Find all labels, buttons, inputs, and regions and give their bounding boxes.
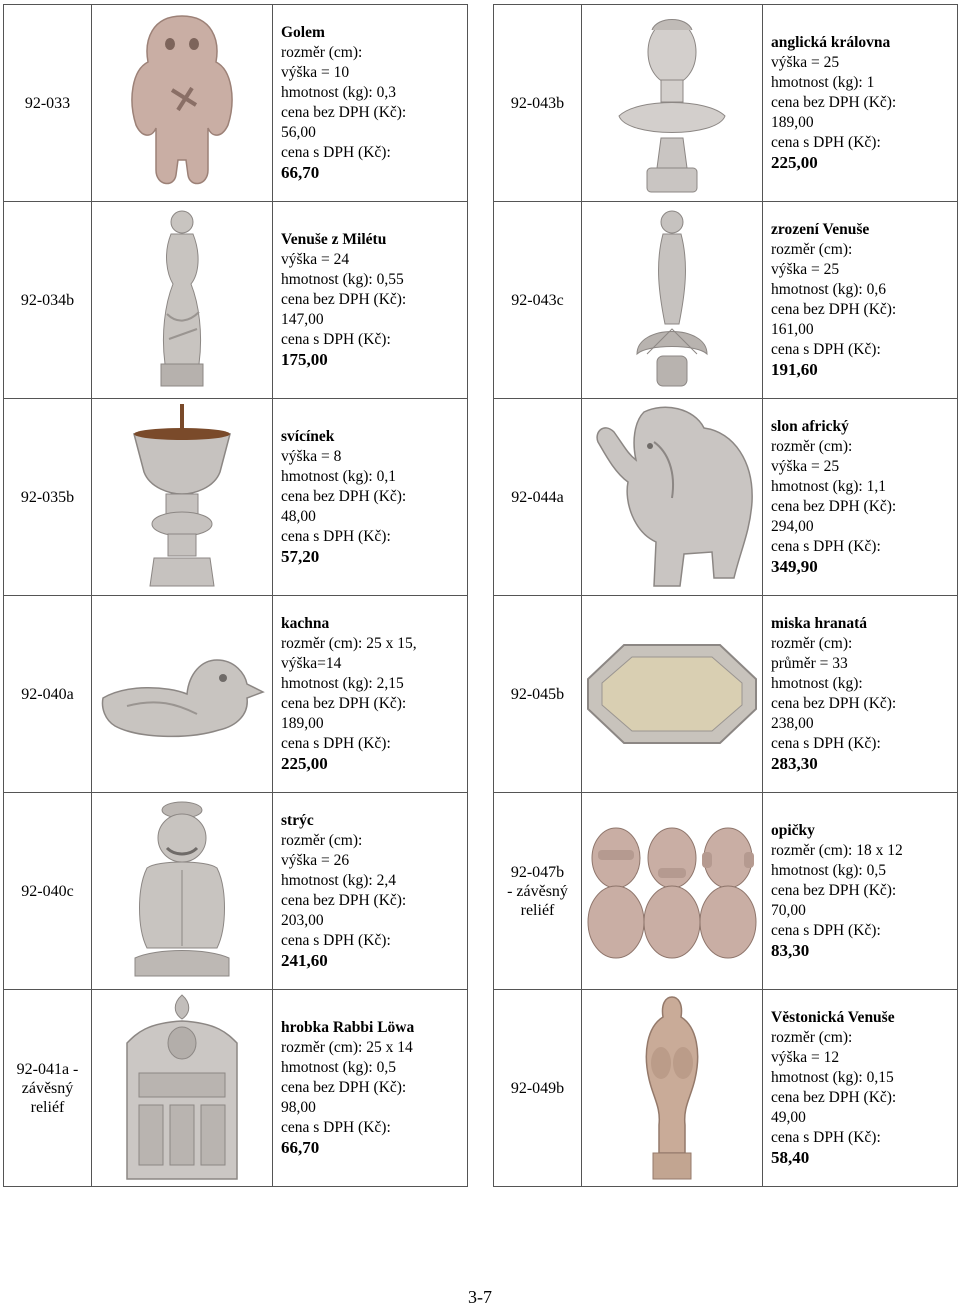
product-row: [4, 202, 468, 399]
product-image: [92, 793, 273, 990]
detail-line: rozměr (cm):: [771, 241, 853, 258]
product-code: 92-041a - závěsný reliéf: [4, 990, 92, 1187]
candle-holder-icon: [122, 402, 242, 592]
product-row: [494, 5, 958, 202]
golem-statue-icon: [122, 10, 242, 196]
detail-line: průměr = 33: [771, 655, 848, 672]
detail-line: výška = 25: [771, 458, 840, 475]
venus-de-milo-statue-icon: [127, 204, 237, 396]
detail-line: cena s DPH (Kč):: [771, 735, 881, 752]
product-row: [4, 5, 468, 202]
detail-line: výška=14: [281, 655, 342, 672]
detail-line: cena s DPH (Kč):: [281, 1119, 391, 1136]
detail-line: cena s DPH (Kč):: [281, 331, 391, 348]
detail-line: cena s DPH (Kč):: [771, 538, 881, 555]
product-name: Golem: [281, 24, 325, 41]
price-with-vat: 225,00: [771, 153, 818, 172]
product-row: [494, 202, 958, 399]
detail-line: rozměr (cm): 25 x 14: [281, 1039, 413, 1056]
detail-line: cena bez DPH (Kč):: [281, 695, 407, 712]
queen-bust-icon: [607, 8, 737, 198]
price-with-vat: 66,70: [281, 1138, 320, 1157]
detail-line: hmotnost (kg): 2,15: [281, 675, 404, 692]
product-details: [273, 399, 468, 596]
detail-line: 189,00: [281, 715, 324, 732]
octagonal-bowl-icon: [584, 639, 760, 749]
product-code: 92-043b: [494, 5, 582, 202]
product-code: 92-040c: [4, 793, 92, 990]
product-row: [4, 399, 468, 596]
detail-line: 147,00: [281, 311, 324, 328]
product-name: miska hranatá: [771, 615, 868, 632]
product-details: [763, 399, 958, 596]
product-name: anglická královna: [771, 34, 891, 51]
detail-line: výška = 26: [281, 852, 350, 869]
detail-line: cena s DPH (Kč):: [281, 528, 391, 545]
price-with-vat: 58,40: [771, 1148, 810, 1167]
price-with-vat: 241,60: [281, 951, 328, 970]
detail-line: cena s DPH (Kč):: [771, 1129, 881, 1146]
detail-line: výška = 25: [771, 54, 840, 71]
detail-line: 189,00: [771, 114, 814, 131]
duck-statue-icon: [97, 634, 267, 754]
product-code: 92-035b: [4, 399, 92, 596]
catalog-table-right: [493, 4, 958, 1187]
page-number: 3-7: [468, 1287, 492, 1307]
detail-line: hmotnost (kg): 0,15: [771, 1069, 894, 1086]
detail-line: 70,00: [771, 902, 806, 919]
detail-line: hmotnost (kg): 1: [771, 74, 875, 91]
product-row: [494, 596, 958, 793]
product-row: [4, 990, 468, 1187]
detail-line: cena bez DPH (Kč):: [771, 498, 897, 515]
product-image: [92, 596, 273, 793]
product-code: 92-040a: [4, 596, 92, 793]
detail-line: výška = 8: [281, 448, 342, 465]
product-details: [763, 202, 958, 399]
detail-line: cena s DPH (Kč):: [771, 341, 881, 358]
detail-line: hmotnost (kg): 2,4: [281, 872, 396, 889]
elephant-statue-icon: [584, 402, 760, 592]
detail-line: cena s DPH (Kč):: [281, 144, 391, 161]
detail-line: cena s DPH (Kč):: [281, 932, 391, 949]
product-details: [273, 990, 468, 1187]
price-with-vat: 83,30: [771, 941, 810, 960]
product-image: [92, 5, 273, 202]
detail-line: cena bez DPH (Kč):: [281, 1079, 407, 1096]
detail-line: výška = 10: [281, 64, 350, 81]
product-name: Venuše z Milétu: [281, 231, 387, 248]
detail-line: cena bez DPH (Kč):: [281, 488, 407, 505]
product-image: [92, 990, 273, 1187]
product-code: 92-043c: [494, 202, 582, 399]
product-name: kachna: [281, 615, 330, 632]
product-name: Věstonická Venuše: [771, 1009, 895, 1026]
tomb-relief-icon: [107, 993, 257, 1183]
detail-line: cena bez DPH (Kč):: [281, 291, 407, 308]
product-details: [763, 596, 958, 793]
detail-line: výška = 24: [281, 251, 350, 268]
product-row: [494, 793, 958, 990]
product-row: [4, 596, 468, 793]
detail-line: rozměr (cm): 18 x 12: [771, 842, 903, 859]
detail-line: rozměr (cm):: [281, 832, 363, 849]
product-code: 92-033: [4, 5, 92, 202]
product-details: [273, 596, 468, 793]
detail-line: rozměr (cm):: [281, 44, 363, 61]
product-image: [92, 399, 273, 596]
product-row: [494, 990, 958, 1187]
detail-line: cena bez DPH (Kč):: [281, 104, 407, 121]
detail-line: hmotnost (kg):: [771, 675, 863, 692]
detail-line: 294,00: [771, 518, 814, 535]
product-code: 92-049b: [494, 990, 582, 1187]
product-details: [273, 5, 468, 202]
price-with-vat: 191,60: [771, 360, 818, 379]
product-image: [582, 5, 763, 202]
detail-line: hmotnost (kg): 0,3: [281, 84, 396, 101]
detail-line: cena bez DPH (Kč):: [771, 882, 897, 899]
product-name: svícínek: [281, 428, 335, 445]
venus-of-dolni-vestonice-statue-icon: [617, 993, 727, 1183]
detail-line: cena s DPH (Kč):: [771, 134, 881, 151]
detail-line: hmotnost (kg): 1,1: [771, 478, 886, 495]
product-details: [273, 793, 468, 990]
detail-line: 161,00: [771, 321, 814, 338]
catalog-table-left: [3, 4, 468, 1187]
detail-line: cena bez DPH (Kč):: [771, 695, 897, 712]
detail-line: rozměr (cm):: [771, 438, 853, 455]
detail-line: hmotnost (kg): 0,5: [281, 1059, 396, 1076]
product-row: [494, 399, 958, 596]
price-with-vat: 225,00: [281, 754, 328, 773]
detail-line: 56,00: [281, 124, 316, 141]
monkeys-relief-icon: [584, 816, 760, 966]
product-row: [4, 793, 468, 990]
price-with-vat: 283,30: [771, 754, 818, 773]
product-details: [763, 793, 958, 990]
product-details: [273, 202, 468, 399]
product-name: opičky: [771, 822, 815, 839]
detail-line: rozměr (cm):: [771, 1029, 853, 1046]
detail-line: výška = 12: [771, 1049, 840, 1066]
price-with-vat: 66,70: [281, 163, 320, 182]
detail-line: rozměr (cm): 25 x 15,: [281, 635, 417, 652]
product-image: [582, 990, 763, 1187]
price-with-vat: 175,00: [281, 350, 328, 369]
product-code: 92-034b: [4, 202, 92, 399]
detail-line: hmotnost (kg): 0,5: [771, 862, 886, 879]
product-name: strýc: [281, 812, 314, 829]
detail-line: 49,00: [771, 1109, 806, 1126]
uncle-statue-icon: [117, 798, 247, 984]
product-code: 92-044a: [494, 399, 582, 596]
product-code: 92-047b - závěsný reliéf: [494, 793, 582, 990]
detail-line: 203,00: [281, 912, 324, 929]
detail-line: výška = 25: [771, 261, 840, 278]
detail-line: rozměr (cm):: [771, 635, 853, 652]
detail-line: hmotnost (kg): 0,6: [771, 281, 886, 298]
detail-line: cena bez DPH (Kč):: [771, 94, 897, 111]
detail-line: cena bez DPH (Kč):: [771, 1089, 897, 1106]
product-code: 92-045b: [494, 596, 582, 793]
product-details: [763, 990, 958, 1187]
product-name: zrození Venuše: [771, 221, 870, 238]
detail-line: hmotnost (kg): 0,55: [281, 271, 404, 288]
product-image: [582, 399, 763, 596]
product-image: [582, 202, 763, 399]
price-with-vat: 57,20: [281, 547, 320, 566]
birth-of-venus-statue-icon: [617, 204, 727, 396]
product-details: [763, 5, 958, 202]
detail-line: hmotnost (kg): 0,1: [281, 468, 396, 485]
detail-line: cena bez DPH (Kč):: [281, 892, 407, 909]
detail-line: 98,00: [281, 1099, 316, 1116]
product-name: slon africký: [771, 418, 849, 435]
detail-line: cena bez DPH (Kč):: [771, 301, 897, 318]
product-image: [582, 793, 763, 990]
detail-line: 48,00: [281, 508, 316, 525]
product-image: [582, 596, 763, 793]
detail-line: cena s DPH (Kč):: [771, 922, 881, 939]
price-with-vat: 349,90: [771, 557, 818, 576]
detail-line: 238,00: [771, 715, 814, 732]
detail-line: cena s DPH (Kč):: [281, 735, 391, 752]
product-image: [92, 202, 273, 399]
product-name: hrobka Rabbi Löwa: [281, 1019, 415, 1036]
